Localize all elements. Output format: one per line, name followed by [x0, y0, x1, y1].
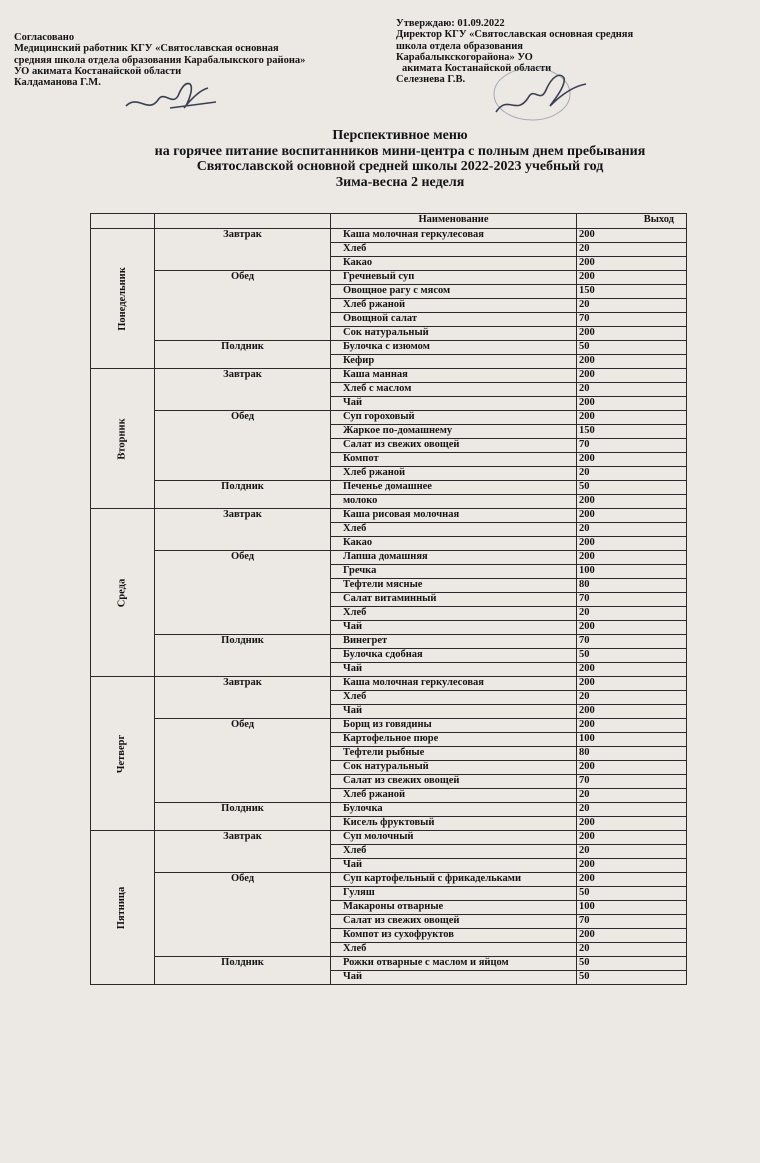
table-row — [91, 635, 687, 649]
dish-output: 20 — [577, 789, 687, 803]
table-row — [91, 271, 687, 285]
dish-name: Хлеб — [331, 607, 577, 621]
table-row — [91, 341, 687, 355]
meal-label: Обед — [155, 873, 331, 957]
dish-name: Гуляш — [331, 887, 577, 901]
signature-right — [482, 64, 592, 128]
day-cell — [91, 509, 155, 677]
dish-name: Салат из свежих овощей — [331, 439, 577, 453]
day-label: Четверг — [116, 734, 128, 773]
table-row — [91, 481, 687, 495]
dish-name: Булочка с изюмом — [331, 341, 577, 355]
meal-label: Завтрак — [155, 229, 331, 271]
day-label: Понедельник — [116, 266, 128, 331]
dish-name: Булочка — [331, 803, 577, 817]
table-row — [91, 831, 687, 845]
dish-name: Хлеб — [331, 243, 577, 257]
title-line: Зима-весна 2 неделя — [335, 174, 465, 190]
dish-output: 100 — [577, 901, 687, 915]
table-row — [91, 411, 687, 425]
header-blank — [91, 214, 155, 229]
dish-name: Хлеб — [331, 943, 577, 957]
header-left-line: средняя школа отдела образования Карабалыкского района» — [14, 54, 306, 66]
dish-name: Суп картофельный с фрикадельками — [331, 873, 577, 887]
dish-output: 200 — [577, 719, 687, 733]
meal-label: Полдник — [155, 481, 331, 509]
dish-name: Тефтели рыбные — [331, 747, 577, 761]
dish-output: 200 — [577, 705, 687, 719]
meal-label: Полдник — [155, 341, 331, 369]
dish-name: Макароны отварные — [331, 901, 577, 915]
dish-output: 20 — [577, 845, 687, 859]
dish-output: 20 — [577, 523, 687, 537]
meal-label: Полдник — [155, 635, 331, 677]
dish-output: 200 — [577, 831, 687, 845]
meal-label: Завтрак — [155, 369, 331, 411]
day-label: Вторник — [116, 417, 128, 460]
day-cell — [91, 229, 155, 369]
signature-left — [120, 76, 220, 118]
dish-output: 50 — [577, 957, 687, 971]
dish-name: Винегрет — [331, 635, 577, 649]
header-right-line: Директор КГУ «Святославская основная средняя — [396, 29, 634, 41]
meal-label: Обед — [155, 271, 331, 341]
table-row — [91, 369, 687, 383]
table-row — [91, 803, 687, 817]
dish-name: Какао — [331, 537, 577, 551]
meal-label: Завтрак — [155, 677, 331, 719]
day-cell — [91, 369, 155, 509]
meal-label: Завтрак — [155, 509, 331, 551]
dish-name: Гречневый суп — [331, 271, 577, 285]
dish-output: 20 — [577, 691, 687, 705]
meal-label: Обед — [155, 719, 331, 803]
dish-output: 100 — [577, 565, 687, 579]
dish-output: 200 — [577, 495, 687, 509]
menu-table — [90, 213, 687, 985]
dish-output: 20 — [577, 383, 687, 397]
header-left-line: Калдаманова Г.М. — [14, 77, 101, 89]
menu-table-body — [91, 229, 687, 985]
meal-label: Обед — [155, 411, 331, 481]
table-row — [91, 551, 687, 565]
dish-output: 200 — [577, 369, 687, 383]
meal-label: Полдник — [155, 957, 331, 985]
dish-name: Чай — [331, 705, 577, 719]
dish-name: Хлеб — [331, 845, 577, 859]
dish-output: 20 — [577, 299, 687, 313]
dish-name: Хлеб с маслом — [331, 383, 577, 397]
header-right-line: Карабалыкскогорайона» УО — [396, 51, 533, 63]
day-cell — [91, 677, 155, 831]
dish-output: 80 — [577, 579, 687, 593]
header-left-line: Медицинский работник КГУ «Святославская основная — [14, 43, 279, 55]
table-row — [91, 229, 687, 243]
table-header-row — [91, 214, 687, 229]
dish-output: 200 — [577, 411, 687, 425]
dish-name: Каша рисовая молочная — [331, 509, 577, 523]
dish-name: Чай — [331, 621, 577, 635]
dish-output: 50 — [577, 649, 687, 663]
day-cell — [91, 831, 155, 985]
table-row — [91, 677, 687, 691]
dish-name: Кисель фруктовый — [331, 817, 577, 831]
dish-output: 70 — [577, 593, 687, 607]
dish-output: 200 — [577, 453, 687, 467]
dish-output: 200 — [577, 677, 687, 691]
dish-name: Гречка — [331, 565, 577, 579]
dish-output: 70 — [577, 439, 687, 453]
dish-name: Печенье домашнее — [331, 481, 577, 495]
dish-output: 200 — [577, 929, 687, 943]
meal-label: Обед — [155, 551, 331, 635]
document-title — [0, 128, 760, 190]
title-line: Перспективное меню — [332, 128, 468, 143]
dish-name: Лапша домашняя — [331, 551, 577, 565]
dish-output: 150 — [577, 285, 687, 299]
dish-output: 200 — [577, 873, 687, 887]
dish-name: Овощное рагу с мясом — [331, 285, 577, 299]
dish-output: 70 — [577, 635, 687, 649]
dish-name: Жаркое по-домашнему — [331, 425, 577, 439]
dish-output: 20 — [577, 607, 687, 621]
dish-name: Салат витаминный — [331, 593, 577, 607]
dish-name: Хлеб ржаной — [331, 789, 577, 803]
dish-name: Чай — [331, 397, 577, 411]
table-row — [91, 509, 687, 523]
dish-output: 50 — [577, 887, 687, 901]
table-row — [91, 957, 687, 971]
dish-output: 20 — [577, 943, 687, 957]
dish-output: 200 — [577, 551, 687, 565]
header-left-line: Согласовано — [14, 32, 75, 43]
dish-output: 20 — [577, 243, 687, 257]
dish-output: 200 — [577, 509, 687, 523]
dish-output: 50 — [577, 481, 687, 495]
dish-name: Борщ из говядины — [331, 719, 577, 733]
dish-output: 200 — [577, 621, 687, 635]
dish-name: Какао — [331, 257, 577, 271]
dish-output: 200 — [577, 271, 687, 285]
dish-output: 150 — [577, 425, 687, 439]
title-line: Святославской основной средней школы 2022-2023 учебный год — [196, 159, 604, 174]
meal-label: Полдник — [155, 803, 331, 831]
header-right-line: Селезнева Г.В. — [396, 74, 466, 86]
dish-output: 200 — [577, 817, 687, 831]
column-header-output: Выход — [577, 214, 687, 229]
dish-output: 200 — [577, 859, 687, 873]
dish-name: Каша манная — [331, 369, 577, 383]
dish-output: 70 — [577, 775, 687, 789]
dish-output: 70 — [577, 313, 687, 327]
dish-name: Чай — [331, 971, 577, 985]
dish-name: Кефир — [331, 355, 577, 369]
dish-name: Салат из свежих овощей — [331, 915, 577, 929]
dish-name: молоко — [331, 495, 577, 509]
dish-output: 20 — [577, 803, 687, 817]
dish-output: 200 — [577, 327, 687, 341]
dish-output: 20 — [577, 467, 687, 481]
dish-output: 50 — [577, 341, 687, 355]
dish-output: 200 — [577, 761, 687, 775]
dish-name: Хлеб ржаной — [331, 299, 577, 313]
dish-name: Суп молочный — [331, 831, 577, 845]
title-line: на горячее питание воспитанников мини-центра с полным днем пребывания — [154, 143, 646, 159]
meal-label: Завтрак — [155, 831, 331, 873]
header-right-line: Утверждаю: 01.09.2022 — [396, 18, 505, 29]
dish-name: Хлеб — [331, 523, 577, 537]
header-right-line: акимата Костанайской области — [402, 63, 552, 75]
dish-name: Хлеб — [331, 691, 577, 705]
dish-name: Компот — [331, 453, 577, 467]
table-row — [91, 873, 687, 887]
dish-name: Тефтели мясные — [331, 579, 577, 593]
dish-name: Овощной салат — [331, 313, 577, 327]
dish-name: Сок натуральный — [331, 327, 577, 341]
dish-output: 200 — [577, 397, 687, 411]
dish-name: Чай — [331, 663, 577, 677]
dish-output: 50 — [577, 971, 687, 985]
dish-output: 70 — [577, 915, 687, 929]
dish-output: 200 — [577, 229, 687, 243]
table-row — [91, 719, 687, 733]
dish-output: 200 — [577, 355, 687, 369]
dish-name: Каша молочная геркулесовая — [331, 229, 577, 243]
column-header-name: Наименование — [331, 214, 577, 229]
dish-name: Булочка сдобная — [331, 649, 577, 663]
dish-name: Чай — [331, 859, 577, 873]
dish-name: Каша молочная геркулесовая — [331, 677, 577, 691]
header-left-line: УО акимата Костанайской области — [14, 65, 182, 77]
dish-output: 200 — [577, 257, 687, 271]
dish-name: Салат из свежих овощей — [331, 775, 577, 789]
header-right-line: школа отдела образования — [396, 40, 523, 52]
day-label: Пятница — [116, 886, 128, 929]
dish-name: Компот из сухофруктов — [331, 929, 577, 943]
dish-output: 100 — [577, 733, 687, 747]
header-blank — [155, 214, 331, 229]
dish-name: Картофельное пюре — [331, 733, 577, 747]
dish-name: Суп гороховый — [331, 411, 577, 425]
dish-output: 200 — [577, 537, 687, 551]
dish-name: Рожки отварные с маслом и яйцом — [331, 957, 577, 971]
dish-output: 200 — [577, 663, 687, 677]
day-label: Среда — [116, 578, 128, 607]
dish-name: Сок натуральный — [331, 761, 577, 775]
dish-name: Хлеб ржаной — [331, 467, 577, 481]
dish-output: 80 — [577, 747, 687, 761]
